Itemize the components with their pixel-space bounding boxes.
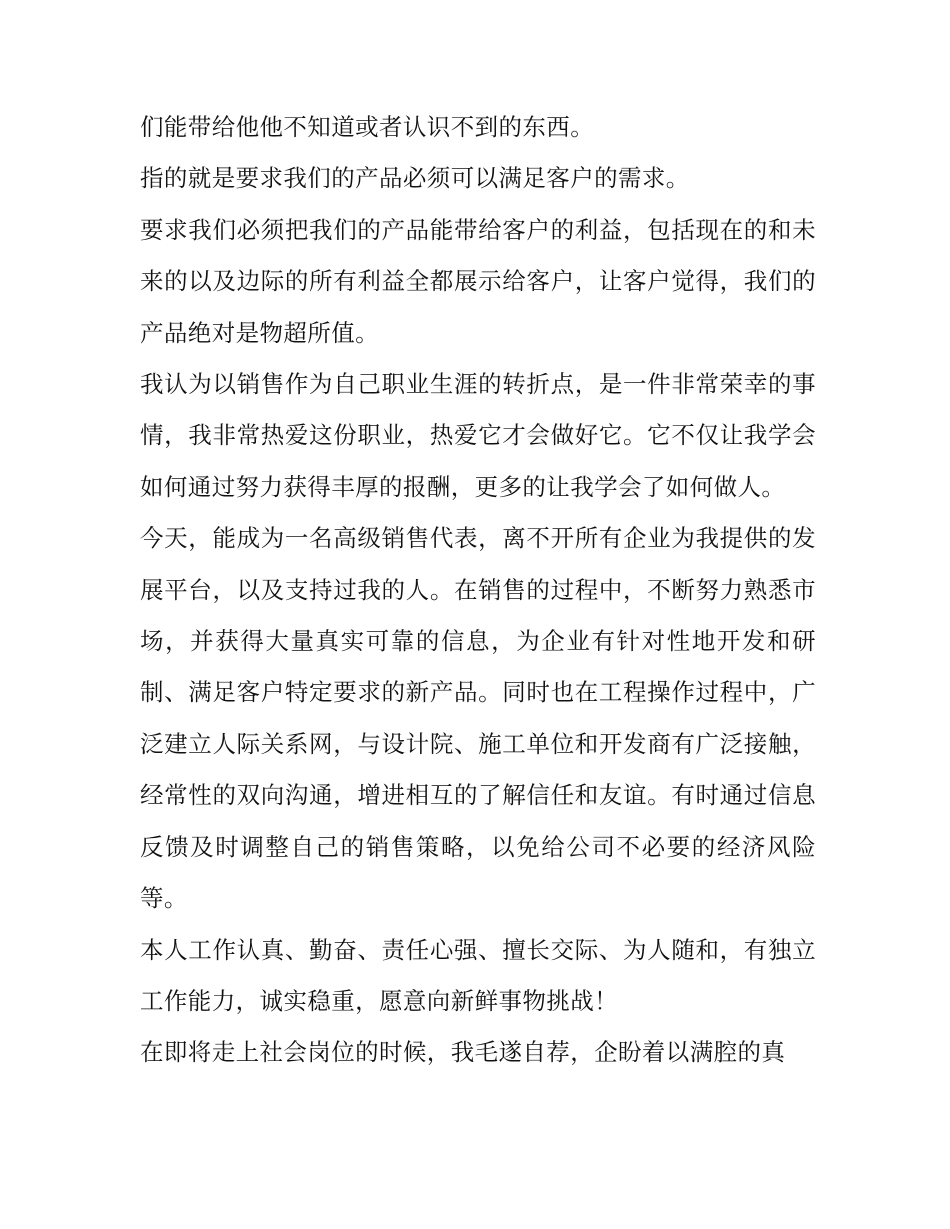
paragraph-7: 在即将走上社会岗位的时候，我毛遂自荐，企盼着以满腔的真	[140, 1038, 786, 1067]
document-body	[140, 102, 816, 1079]
paragraph-1: 们能带给他他不知道或者认识不到的东西。	[140, 113, 595, 141]
paragraph-4: 我认为以销售作为自己职业生涯的转折点，是一件非常荣幸的事情，我非常热爱这份职业，热爱它才会做好它。它不仅让我学会如何通过努力获得丰厚的报酬，更多的让我学会了如何做人。	[140, 370, 816, 501]
paragraph-5: 今天，能成为一名高级销售代表，离不开所有企业为我提供的发展平台，以及支持过我的人。在销售的过程中，不断努力熟悉市场，并获得大量真实可靠的信息，为企业有针对性地开发和研制、满足客户特定要求的新产品。同时也在工程操作过程中，广泛建立人际关系网，与设计院、施工单位和开发商有广泛接触，经常性的双向沟通，增进相互的了解信任和友谊。有时通过信息反馈及时调整自己的销售策略，以免给公司不必要的经济风险等。	[140, 524, 816, 913]
paragraph-2: 指的就是要求我们的产品必须可以满足客户的需求。	[140, 164, 690, 193]
paragraph-6: 本人工作认真、勤奋、责任心强、擅长交际、为人随和，有独立工作能力，诚实稳重，愿意向新鲜事物挑战！	[140, 935, 816, 1015]
paragraph-3: 要求我们必须把我们的产品能带给客户的利益，包括现在的和未来的以及边际的所有利益全都展示给客户，让客户觉得，我们的产品绝对是物超所值。	[140, 215, 816, 347]
